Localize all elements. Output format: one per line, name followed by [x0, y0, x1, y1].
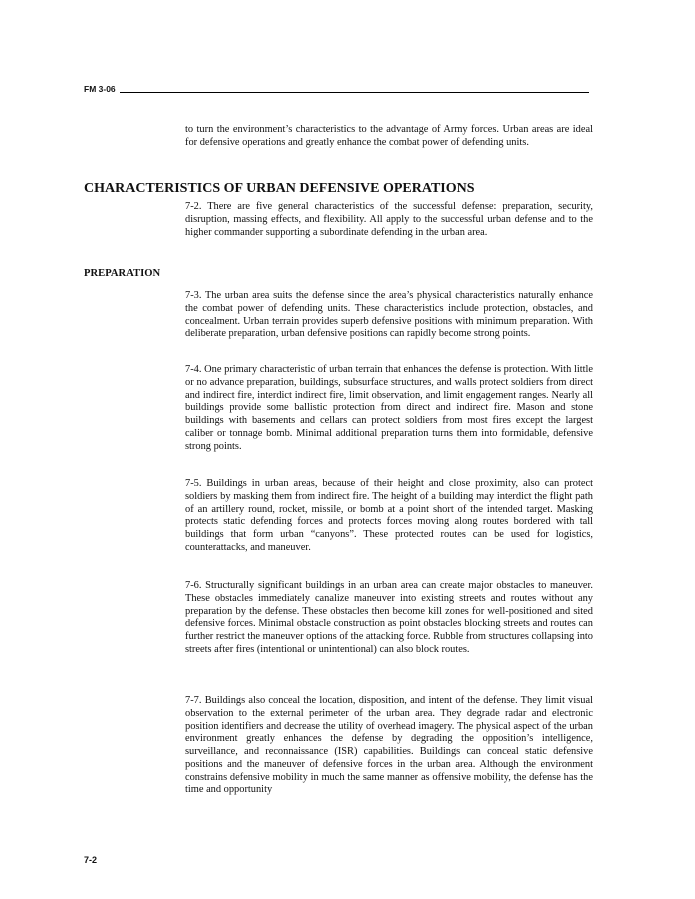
intro-paragraph: to turn the environment’s characteristics to the advantage of Army forces. Urban areas are ideal for defensive operations and greatly enhance the combat power of defending units.: [185, 124, 593, 148]
paragraph-7-6: 7-6. Structurally significant buildings in an urban area can create major obstacles to maneuver. These obstacles immediately canalize maneuver into existing streets and routes without any preparation by the defense. These obstacles then become kill zones for well-positioned and sited defensive forces. Minimal obstacle construction as point obstacles blocking streets and routes can further restrict the maneuver options of the attacking force. Rubble from structures collapsing into streets after fires (intentional or unintentional) can also block routes.: [185, 580, 593, 655]
header-label: FM 3-06: [84, 84, 116, 94]
header-rule: [120, 92, 589, 93]
paragraph-7-2: 7-2. There are five general characteristics of the successful defense: preparation, security, disruption, massing effects, and flexibility. All apply to the successful urban defense and to the higher commander supporting a subordinate defending in the urban area.: [185, 201, 593, 238]
section-title: CHARACTERISTICS OF URBAN DEFENSIVE OPERATIONS: [84, 181, 475, 196]
paragraph-7-4: 7-4. One primary characteristic of urban terrain that enhances the defense is protection. With little or no advance preparation, buildings, subsurface structures, and walls protect soldiers from direct and indirect fire, interdict indirect fire, limit observation, and limit engagement ranges. Nearly all buildings provide some ballistic protection from direct and indirect fire. Mason and stone buildings with basements and cellars can protect soldiers from most fires except the largest caliber or tonnage bomb. Minimal additional preparation turns them into formidable, defensive strong points.: [185, 364, 593, 452]
paragraph-7-5: 7-5. Buildings in urban areas, because of their height and close proximity, also can protect soldiers by masking them from indirect fire. The height of a building may interdict the flight path of an artillery round, rocket, missile, or bomb at a point short of the intended target. Masking protects static defending forces and protects forces moving along routes bordered with tall buildings that form urban “canyons”. These protected routes can be used for logistics, counterattacks, and maneuver.: [185, 478, 593, 553]
paragraph-7-7: 7-7. Buildings also conceal the location, disposition, and intent of the defense. They limit visual observation to the external perimeter of the urban area. They degrade radar and electronic position identifiers and decrease the utility of overhead imagery. The physical aspect of the urban environment greatly enhances the defense by degrading the opposition’s intelligence, surveillance, and reconnaissance (ISR) capabilities. Buildings can conceal static defensive positions and the maneuver of defensive forces in the urban area. Although the environment constrains defensive mobility in much the same manner as offensive mobility, the defense has the time and opportunity: [185, 695, 593, 796]
paragraph-7-3: 7-3. The urban area suits the defense since the area’s physical characteristics naturally enhance the combat power of defending units. These characteristics include protection, obstacles, and concealment. Urban terrain provides superb defensive positions with minimum preparation. With deliberate preparation, urban defensive positions can rapidly become strong points.: [185, 290, 593, 340]
page-number: 7-2: [84, 855, 98, 865]
running-header: [84, 84, 589, 94]
subsection-title: PREPARATION: [84, 268, 161, 279]
